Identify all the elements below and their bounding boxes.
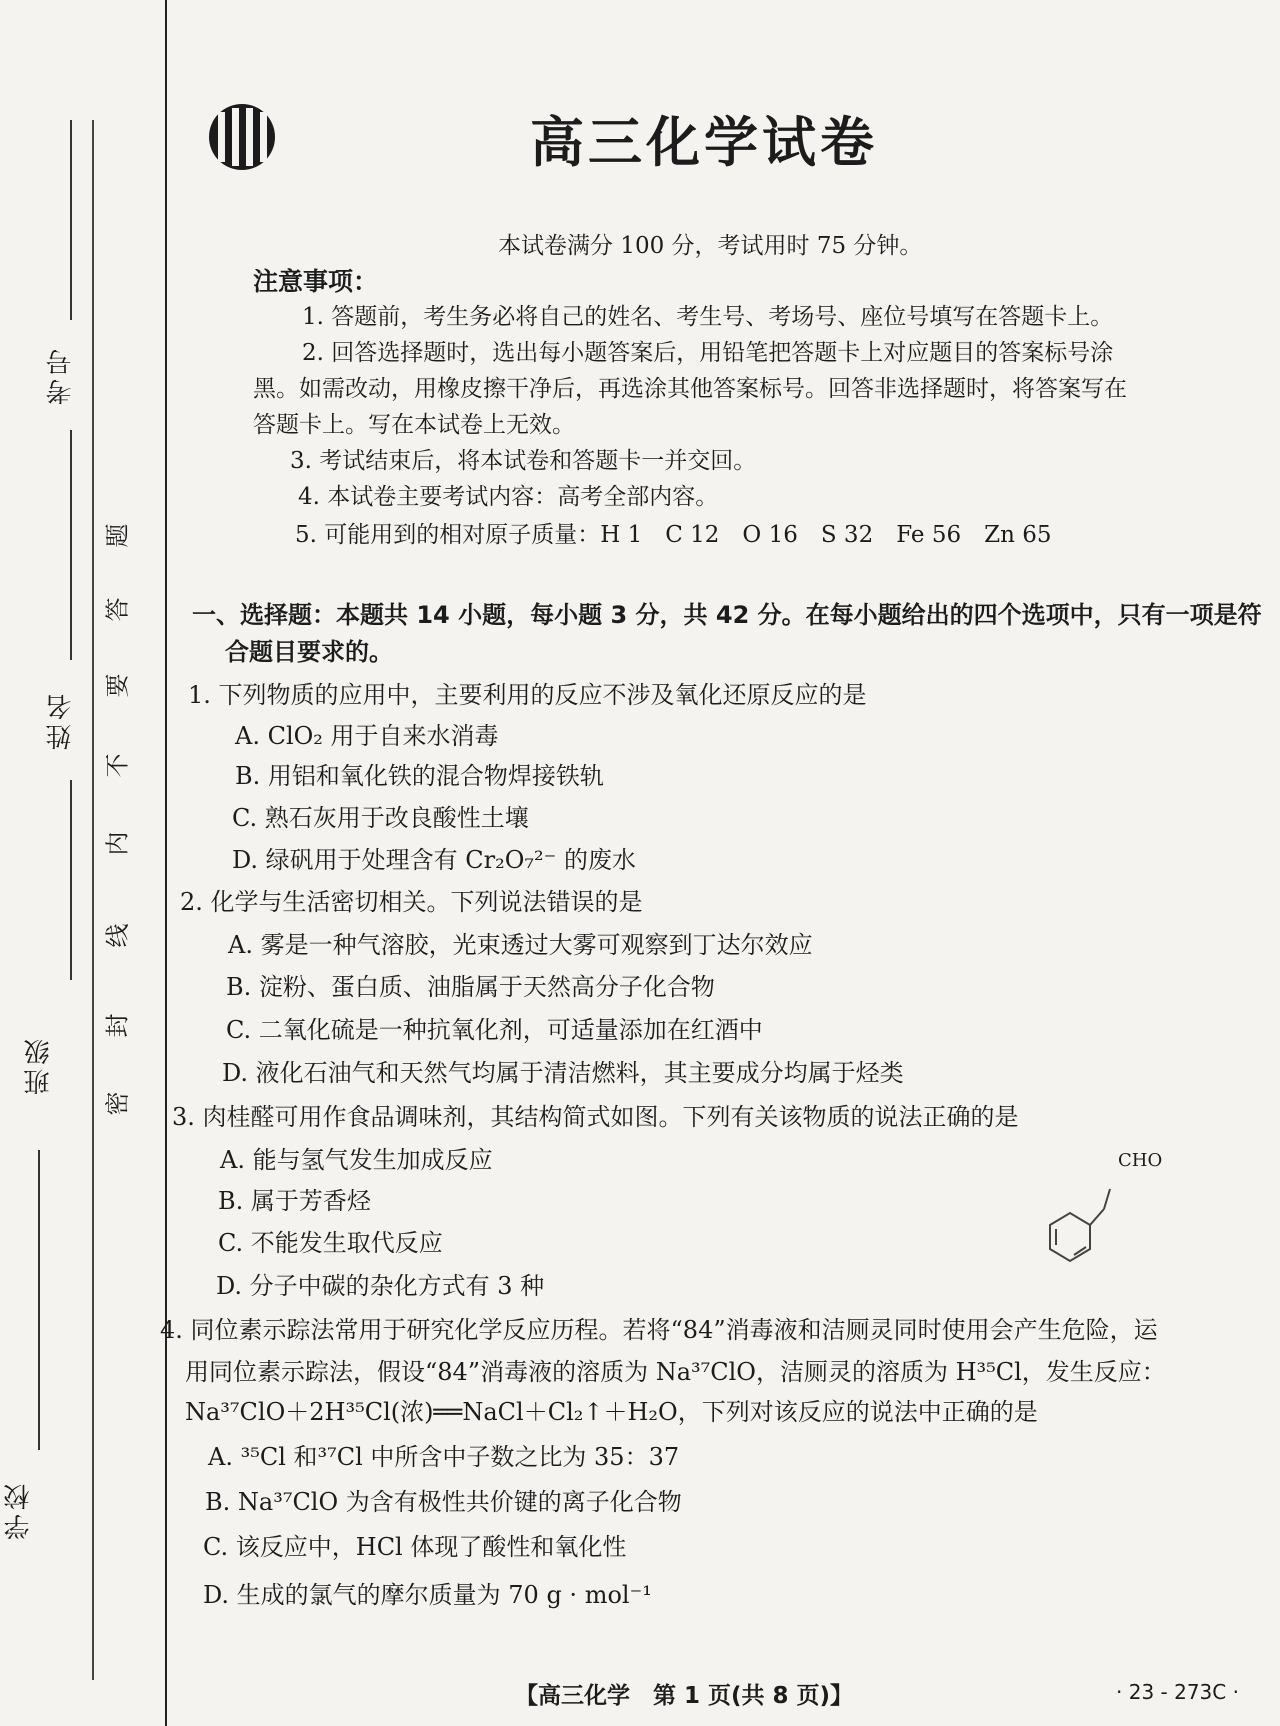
notice-item: 答题卡上。写在本试卷上无效。 <box>253 412 575 438</box>
publisher-logo-icon <box>205 100 279 174</box>
name-label: 姓名 <box>46 690 76 750</box>
notice-item: 3. 考试结束后，将本试卷和答题卡一并交回。 <box>290 448 757 474</box>
question-4-option-b: B. Na³⁷ClO 为含有极性共价键的离子化合物 <box>205 1488 682 1516</box>
question-4-stem-line2: 用同位素示踪法，假设“84”消毒液的溶质为 Na³⁷ClO，洁厕灵的溶质为 H³⁵Cl，发生反应： <box>185 1358 1166 1386</box>
paper-subtitle: 本试卷满分 100 分，考试用时 75 分钟。 <box>498 233 923 259</box>
question-2-option-b: B. 淀粉、蛋白质、油脂属于天然高分子化合物 <box>226 973 715 1001</box>
section-heading-continued: 合题目要求的。 <box>225 638 393 666</box>
seal-char: 要 <box>103 673 132 698</box>
exam-number-label: 考号 <box>46 345 76 405</box>
seal-char: 线 <box>103 923 132 948</box>
seal-char: 密 <box>103 1091 132 1116</box>
question-3-option-b: B. 属于芳香烃 <box>218 1187 371 1215</box>
question-3-stem: 3. 肉桂醛可用作食品调味剂，其结构简式如图。下列有关该物质的说法正确的是 <box>172 1103 1019 1131</box>
notice-item: 4. 本试卷主要考试内容：高考全部内容。 <box>298 484 719 510</box>
question-3-option-a: A. 能与氢气发生加成反应 <box>220 1146 493 1174</box>
exam-number-fill-line <box>70 120 72 320</box>
paper-title: 高三化学试卷 <box>530 111 878 174</box>
seal-char: 内 <box>103 831 132 856</box>
question-4-option-c: C. 该反应中，HCl 体现了酸性和氧化性 <box>203 1533 627 1561</box>
question-3-option-d: D. 分子中碳的杂化方式有 3 种 <box>216 1272 545 1300</box>
notice-item: 2. 回答选择题时，选出每小题答案后，用铅笔把答题卡上对应题目的答案标号涂 <box>302 340 1114 366</box>
page-footer: 【高三化学 第 1 页(共 8 页)】 <box>515 1683 854 1709</box>
question-1-option-d: D. 绿矾用于处理含有 Cr₂O₇²⁻ 的废水 <box>232 846 636 874</box>
question-4-option-d: D. 生成的氯气的摩尔质量为 70 g · mol⁻¹ <box>203 1581 652 1609</box>
notice-item: 5. 可能用到的相对原子质量：H 1 C 12 O 16 S 32 Fe 56 Zn 65 <box>295 522 1052 548</box>
name-fill-line <box>70 430 72 660</box>
class-label: 班级 <box>24 1035 54 1095</box>
margin-line-outer <box>92 120 94 1680</box>
question-1-stem: 1. 下列物质的应用中，主要利用的反应不涉及氧化还原反应的是 <box>188 681 867 709</box>
question-2-stem: 2. 化学与生活密切相关。下列说法错误的是 <box>180 888 643 916</box>
seal-char: 不 <box>103 753 132 778</box>
question-4-stem-line3: Na³⁷ClO＋2H³⁵Cl(浓)══NaCl＋Cl₂↑＋H₂O，下列对该反应的说法中正确的是 <box>185 1398 1038 1426</box>
seal-char: 封 <box>103 1013 132 1038</box>
section-heading: 一、选择题：本题共 14 小题，每小题 3 分，共 42 分。在每小题给出的四个选项中，只有一项是符 <box>192 601 1262 629</box>
question-4-option-a: A. ³⁵Cl 和³⁷Cl 中所含中子数之比为 35：37 <box>208 1443 680 1471</box>
paper-code: · 23 - 273C · <box>1116 1680 1239 1704</box>
question-2-option-c: C. 二氧化硫是一种抗氧化剂，可适量添加在红酒中 <box>226 1016 763 1044</box>
margin-line-inner <box>165 0 167 1726</box>
question-2-option-d: D. 液化石油气和天然气均属于清洁燃料，其主要成分均属于烃类 <box>222 1059 904 1087</box>
question-3-option-c: C. 不能发生取代反应 <box>218 1229 443 1257</box>
structure-cho-label: CHO <box>1118 1150 1163 1171</box>
notice-item: 1. 答题前，考生务必将自己的姓名、考生号、考场号、座位号填写在答题卡上。 <box>302 304 1114 330</box>
school-fill-line <box>38 1150 40 1450</box>
seal-char: 答 <box>103 597 132 622</box>
seal-char: 题 <box>103 523 132 548</box>
class-fill-line <box>70 780 72 980</box>
question-1-option-b: B. 用铝和氧化铁的混合物焊接铁轨 <box>235 762 604 790</box>
question-4-stem: 4. 同位素示踪法常用于研究化学反应历程。若将“84”消毒液和洁厕灵同时使用会产生危险，运 <box>160 1316 1158 1344</box>
question-2-option-a: A. 雾是一种气溶胶，光束透过大雾可观察到丁达尔效应 <box>228 931 813 959</box>
school-label: 学校 <box>4 1480 34 1540</box>
notice-heading: 注意事项： <box>253 267 379 296</box>
question-1-option-a: A. ClO₂ 用于自来水消毒 <box>235 722 499 750</box>
notice-item: 黑。如需改动，用橡皮擦干净后，再选涂其他答案标号。回答非选择题时，将答案写在 <box>253 376 1127 402</box>
question-1-option-c: C. 熟石灰用于改良酸性土壤 <box>232 804 529 832</box>
